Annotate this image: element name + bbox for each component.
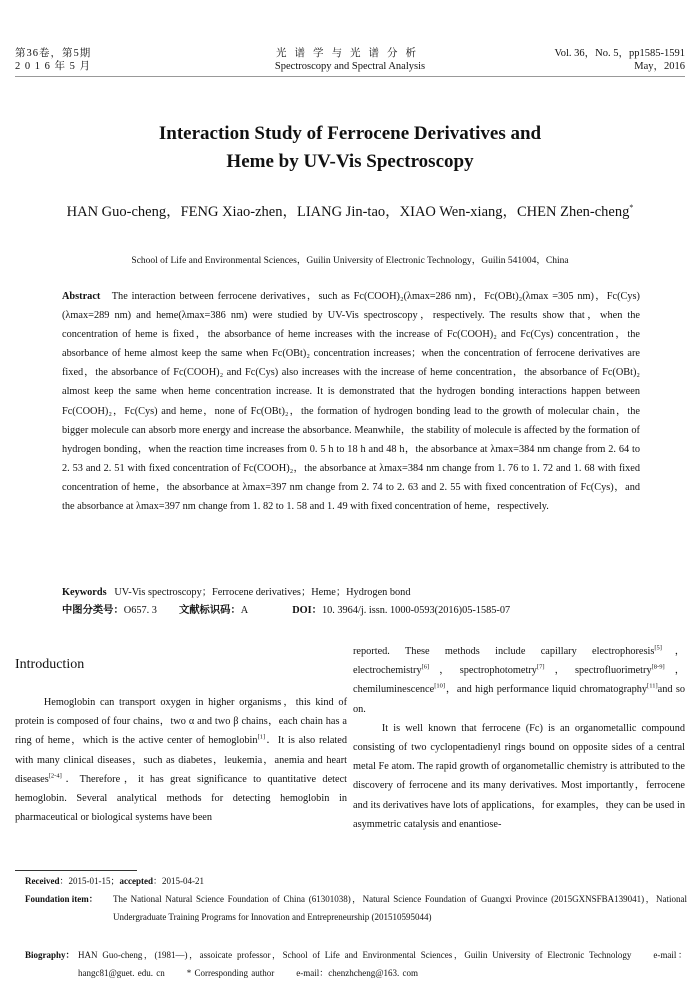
title-line-1: Interaction Study of Ferrocene Derivatives and [158, 123, 542, 144]
citation-1[interactable]: [1] [257, 733, 266, 741]
para1-text-c-left: ．Therefore，it has great significance to quantitative detect hemoglobin. Several analytical methods for detecting hemoglobin in pharmaceutical or biological systems have been [15, 773, 347, 824]
para1-text-g: ，chemiluminescence [353, 665, 685, 696]
clc-label: 中图分类号： [62, 605, 124, 616]
received-label: Received [25, 876, 60, 886]
biography-text: HAN Guo-cheng，(1981—)，assoicate professor，School of Life and Environmental Sciences，Guilin University of Electronic Technology [78, 950, 632, 960]
biography [25, 946, 687, 982]
author-email[interactable]: hangc81@guet. edu. cn [78, 968, 165, 978]
citation-10[interactable]: [10] [434, 682, 446, 690]
email-label: e-mail： [653, 950, 687, 960]
doi-label: DOI： [292, 605, 322, 616]
doc-code-value: A [240, 605, 249, 616]
foundation-label: Foundation item： [25, 894, 98, 904]
date-en: May，2016 [634, 61, 685, 72]
para1-text-b: ．It is also related with many clinical diseases，such as diabetes，leukemia，anemia and heart diseases [15, 735, 347, 785]
footnote-divider [15, 870, 137, 871]
corresponding-author-note: * Corresponding author [186, 968, 275, 978]
para1-text-h: ，and high performance liquid chromatography [445, 684, 648, 696]
citation-2-4[interactable]: [2-4] [48, 772, 62, 780]
para1-text-e: ，spectrophotometry [429, 665, 537, 677]
volume-issue-cn: 第36卷，第5期 [15, 48, 92, 59]
paper-title [0, 120, 700, 176]
accepted-label: accepted [119, 876, 154, 886]
section-heading-introduction: Introduction [15, 657, 85, 672]
abstract-block [62, 287, 640, 516]
authors-text: HAN Guo-cheng，FENG Xiao-zhen，LIANG Jin-tao，XIAO Wen-xiang，CHEN Zhen-cheng [66, 204, 630, 220]
keywords-label: Keywords [62, 587, 107, 598]
keywords-line [62, 584, 410, 602]
citation-6[interactable]: [6] [421, 663, 430, 671]
citation-7[interactable]: [7] [536, 663, 545, 671]
body-column-left [15, 693, 347, 827]
clc-value: O657. 3 [123, 605, 157, 616]
abstract-text: The interaction between ferrocene derivatives，such as Fc(COOH)₂(λmax=286 nm)，Fc(OBt)₂(λmax =305 nm)，Fc(Cys)(λmax=289 nm) and heme(λmax=386 nm) were studied by UV-Vis spectroscopy，respectively. The results show that，when the concentration of heme is fixed，the absorbance of heme increases with the increase of Fc(COOH)₂ and Fc(Cys) concentration，the absorbance of heme almost keep the same when Fc(OBt)₂ concentration increases；when the concentration of ferrocene derivatives are fixed，the absorbance of Fc(COOH)₂ and Fc(Cys) also increases with the increase of heme concentration，the absorbance of Fc(OBt)₂ almost keep the same when heme concentration increase. It is demonstrated that the hydrogen bonding interactions happen between Fc(COOH)₂，Fc(Cys) and heme，none of Fc(OBt)₂，the formation of hydrogen bonding lead to the growth of molecular chain，the bigger molecule can absorb more energy and increase the absorbance. Meanwhile，the stability of molecule is affected by the formation of hydrogen bonding，when the reaction time increases from 0. 5 h to 18 h and 48 h，the absorbance at λmax=384 nm change from 2. 64 to 2. 53 and 2. 51 with fixed concentration of Fc(COOH)₂，the absorbance at λmax=384 nm change from 1. 76 to 1. 72 and 1. 68 with fixed concentration of heme，the absorbance at λmax=397 nm change from 2. 74 to 2. 63 and 2. 55 with fixed concentration of Fc(Cys)，and the absorbance at λmax=397 nm change from 1. 82 to 1. 58 and 1. 49 with fixed concentration of heme，respectively. [62, 291, 640, 513]
intro-paragraph-1 [15, 693, 347, 827]
corresponding-email[interactable]: chenzhcheng@163. com [328, 968, 419, 978]
corresponding-mark: * [629, 203, 634, 213]
volume-pages-en: Vol. 36，No. 5，pp1585-1591 [554, 48, 685, 59]
header-divider [15, 76, 685, 77]
doi-value[interactable]: 10. 3964/j. issn. 1000-0593(2016)05-1585-07 [321, 605, 511, 616]
accepted-value: 2015-04-21 [162, 876, 205, 886]
received-dates: Received：2015-01-15；accepted：2015-04-21 [25, 876, 205, 886]
classification-line [62, 602, 510, 620]
para1-text-a: Hemoglobin can transport oxygen in higher organisms，this kind of protein is composed of four chains，two α and two β chains，each chain has a ring of heme，which is the active center of hemoglobin [15, 697, 347, 747]
author-list [0, 200, 700, 221]
biography-label: Biography： [25, 950, 75, 960]
citation-5[interactable]: [5] [654, 644, 662, 652]
header-volume-en [555, 47, 685, 73]
biography-body [78, 946, 687, 982]
corr-email-label: e-mail： [296, 968, 329, 978]
keywords-text: UV-Vis spectroscopy；Ferrocene derivatives；Heme；Hydrogen bond [114, 587, 411, 598]
para1-text-f: ，spectrofluorimetry [544, 665, 652, 677]
date-cn: 2 0 1 6 年 5 月 [15, 61, 91, 72]
citation-8-9[interactable]: [8-9] [651, 663, 665, 671]
foundation-item [25, 890, 687, 926]
abstract-label: Abstract [62, 291, 101, 302]
foundation-text: The National Natural Science Foundation of China (61301038)，Natural Science Foundation of Guangxi Province (2015GXNSFBA139041)，National Undergraduate Training Programs for Innovation and Entrepreneurship (201510595044) [113, 894, 687, 922]
journal-name-cn: 光谱学与光谱分析 [276, 48, 424, 59]
citation-11[interactable]: [11] [647, 682, 658, 690]
title-line-2: Heme by UV-Vis Spectroscopy [226, 151, 474, 172]
affiliation: School of Life and Environmental Sciences，Guilin University of Electronic Technology，Guilin 541004，China [131, 256, 569, 266]
intro-paragraph-2: It is well known that ferrocene (Fc) is an organometallic compound consisting of two cyclopentadienyl rings bound on opposite sides of a central metal Fe atom. The rapid growth of organometallic chemistry is attributed to the discovery of ferrocene and its many derivatives. Most importantly，ferrocene and its derivatives have lots of applications，for examples，they can be used in asymmetric catalysis and enantiose- [353, 722, 685, 830]
received-value: 2015-01-15 [68, 876, 111, 886]
journal-name-en: Spectroscopy and Spectral Analysis [274, 61, 426, 72]
para1-text-d: ，electrochemistry [353, 646, 685, 677]
intro-paragraph-1-continued: reported. These methods include capillary electrophoresis[5]，electrochemistry[6]，spectrophotometry[7]，spectrofluorimetry[8-9]，chemiluminescence[10]，and high performance liquid chromatography[11]and so on. [353, 644, 686, 715]
body-column-right [353, 642, 685, 834]
doc-code-label: 文献标识码： [178, 605, 241, 616]
para1-text-i: and so on. [353, 684, 686, 715]
